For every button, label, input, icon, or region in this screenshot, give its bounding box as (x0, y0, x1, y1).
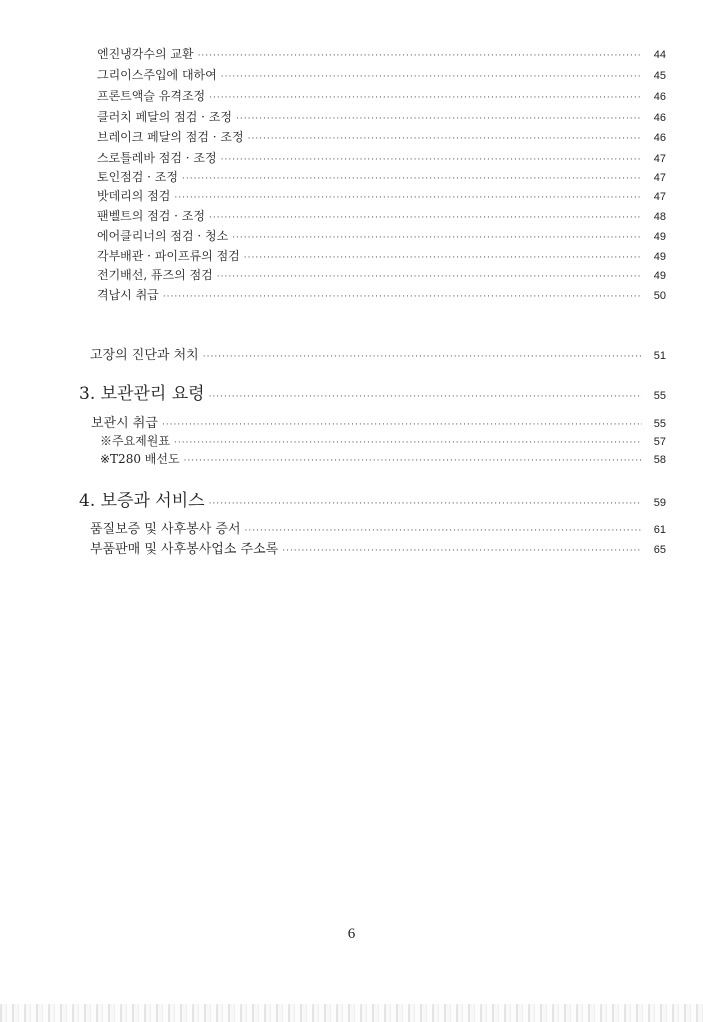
toc-entry[interactable] (97, 128, 666, 145)
toc-entry-label: 엔진냉각수의 교환 (97, 47, 194, 61)
leader-dots (236, 115, 642, 124)
toc-entry-label: 클러치 페달의 점검 · 조정 (97, 110, 232, 124)
toc-entry-label: 토인점검 · 조정 (97, 170, 178, 184)
toc-entry[interactable] (97, 266, 666, 283)
toc-entry[interactable] (97, 286, 666, 303)
toc-entry-page: 48 (653, 211, 666, 223)
toc-entry-page: 47 (653, 153, 666, 165)
toc-entry-label: 브레이크 페달의 점검 · 조정 (97, 130, 244, 144)
toc-entry-label: ※T280 배선도 (100, 452, 180, 466)
toc-entry-page: 58 (653, 454, 666, 466)
toc-entry-diagnosis[interactable] (90, 344, 666, 363)
toc-entry-page: 61 (653, 524, 666, 536)
toc-entry[interactable] (90, 518, 666, 537)
toc-entry[interactable] (97, 207, 666, 224)
leader-dots (163, 293, 642, 302)
toc-entry-page: 49 (653, 251, 666, 263)
toc-entry-label: 프론트액슬 유격조정 (97, 89, 206, 103)
toc-entry[interactable] (97, 187, 666, 204)
page-number: 6 (347, 926, 356, 942)
toc-entry-label: 격납시 취급 (97, 288, 159, 302)
toc-entry-label: 고장의 진단과 처치 (90, 348, 199, 363)
leader-dots (221, 156, 642, 165)
toc-entry-label: 팬벨트의 점검 · 조정 (97, 209, 205, 223)
toc-entry-label: 보관시 취급 (91, 416, 158, 431)
toc-entry[interactable] (97, 87, 666, 104)
toc-entry[interactable] (97, 149, 666, 166)
toc-entry-page: 65 (653, 544, 666, 556)
toc-entry-page: 59 (653, 497, 666, 509)
toc-section-3[interactable] (79, 379, 666, 404)
toc-entry[interactable] (91, 412, 666, 431)
leader-dots (244, 254, 642, 263)
toc-entry-label: 각부배관 · 파이프류의 점검 (97, 249, 240, 263)
toc-entry[interactable] (97, 108, 666, 125)
leader-dots (209, 94, 642, 103)
toc-entry-page: 49 (653, 270, 666, 282)
toc-entry[interactable] (97, 227, 666, 244)
toc-entry[interactable] (97, 247, 666, 264)
section-heading: 3. 보관관리 요령 (79, 384, 205, 404)
leader-dots (209, 500, 642, 509)
leader-dots (217, 273, 642, 282)
leader-dots (209, 214, 642, 223)
toc-entry-page: 44 (653, 49, 666, 61)
toc-entry[interactable] (90, 538, 666, 557)
toc-entry-page: 55 (653, 418, 666, 430)
toc-entry[interactable] (97, 168, 666, 185)
toc-entry-label: 밧데리의 점검 (97, 189, 171, 203)
toc-entry-page: 46 (653, 91, 666, 103)
leader-dots (162, 421, 642, 430)
section-heading: 4. 보증과 서비스 (79, 491, 205, 511)
toc-entry[interactable] (100, 432, 666, 449)
toc-entry-page: 55 (653, 390, 666, 402)
leader-dots (184, 457, 642, 466)
leader-dots (245, 527, 642, 536)
scan-edge-strip (0, 1004, 703, 1022)
toc-entry-page: 46 (653, 112, 666, 124)
toc-entry[interactable] (97, 66, 666, 83)
toc-entry-label: 전기배선, 퓨즈의 점검 (97, 268, 213, 282)
toc-entry-label: 부품판매 및 사후봉사업소 주소록 (90, 542, 279, 557)
toc-entry-page: 57 (653, 436, 666, 448)
toc-entry-label: 그리이스주입에 대하여 (97, 68, 217, 82)
toc-entry[interactable] (97, 45, 666, 62)
toc-entry-page: 51 (653, 350, 666, 362)
toc-entry-page: 47 (653, 191, 666, 203)
toc-entry-page: 47 (653, 172, 666, 184)
toc-entry-page: 50 (653, 290, 666, 302)
leader-dots (198, 52, 642, 61)
leader-dots (232, 234, 642, 243)
toc-entry-label: ※주요제원표 (100, 434, 170, 448)
toc-entry-page: 46 (653, 132, 666, 144)
leader-dots (203, 353, 642, 362)
leader-dots (182, 175, 642, 184)
toc-entry-label: 에어클리너의 점검 · 청소 (97, 229, 229, 243)
toc-entry-label: 스로틀레바 점검 · 조정 (97, 151, 217, 165)
leader-dots (248, 135, 642, 144)
leader-dots (174, 194, 642, 203)
toc-section-4[interactable] (79, 486, 666, 511)
toc-entry-label: 품질보증 및 사후봉사 증서 (90, 522, 241, 537)
leader-dots (174, 439, 642, 448)
leader-dots (221, 73, 642, 82)
toc-entry-page: 49 (653, 231, 666, 243)
leader-dots (209, 393, 642, 402)
toc-entry-page: 45 (653, 70, 666, 82)
toc-entry[interactable] (100, 450, 666, 467)
leader-dots (282, 547, 642, 556)
